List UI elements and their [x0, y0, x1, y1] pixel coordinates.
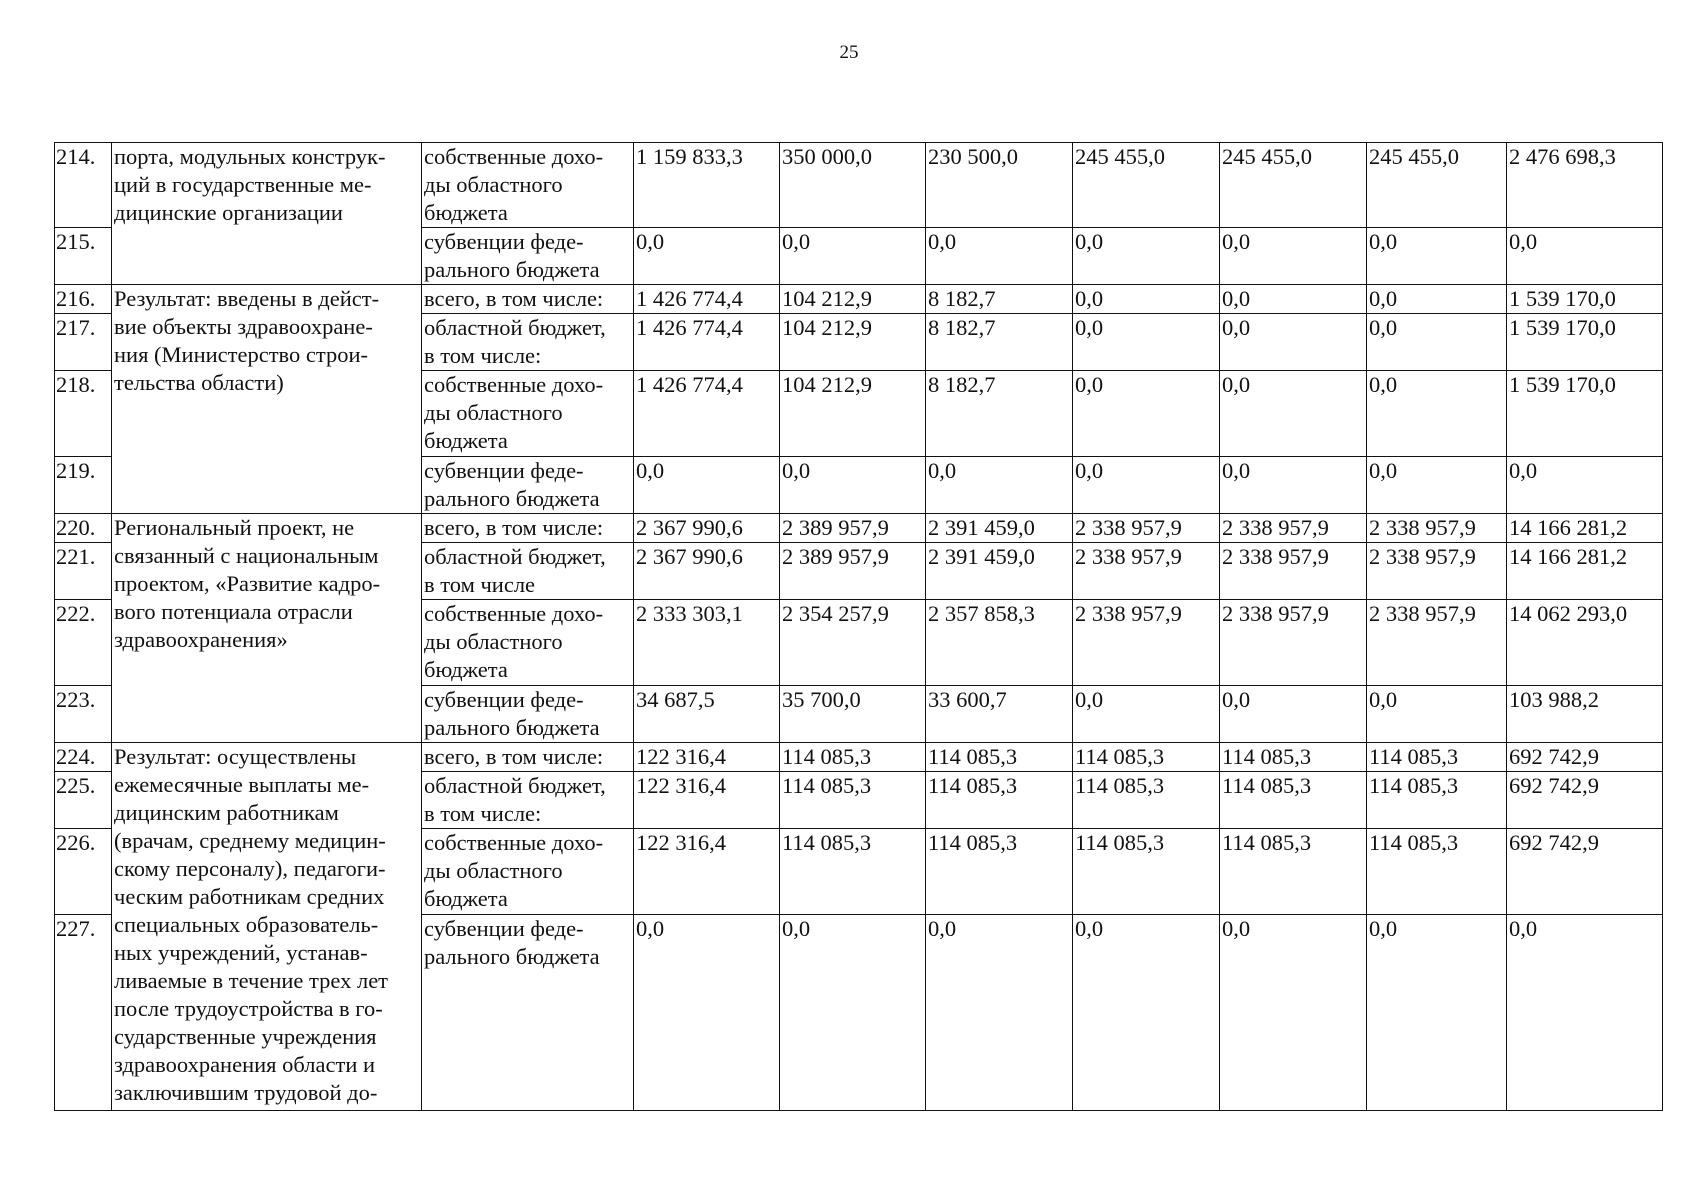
row-number: 215. [55, 228, 112, 285]
value-cell: 0,0 [926, 915, 1073, 1111]
value-cell: 34 687,5 [634, 686, 780, 743]
value-cell: 0,0 [780, 915, 926, 1111]
funding-source: всего, в том числе: [422, 743, 634, 772]
funding-source: областной бюджет, в том числе: [422, 772, 634, 829]
funding-source: областной бюджет, в том числе [422, 543, 634, 600]
row-number: 221. [55, 543, 112, 600]
value-cell: 2 357 858,3 [926, 600, 1073, 686]
value-cell-total: 14 166 281,2 [1507, 543, 1663, 600]
value-cell: 0,0 [634, 915, 780, 1111]
value-cell-total: 1 539 170,0 [1507, 285, 1663, 314]
row-number: 222. [55, 600, 112, 686]
value-cell: 104 212,9 [780, 285, 926, 314]
value-cell: 114 085,3 [1220, 829, 1367, 915]
funding-source: субвенции феде- рального бюджета [422, 915, 634, 1111]
value-cell: 114 085,3 [1367, 772, 1507, 829]
funding-source: субвенции феде- рального бюджета [422, 457, 634, 514]
value-cell: 0,0 [1073, 314, 1220, 371]
value-cell: 114 085,3 [1220, 743, 1367, 772]
value-cell: 2 338 957,9 [1367, 543, 1507, 600]
value-cell-total: 0,0 [1507, 915, 1663, 1111]
value-cell: 0,0 [780, 457, 926, 514]
value-cell: 350 000,0 [780, 143, 926, 228]
value-cell: 104 212,9 [780, 314, 926, 371]
value-cell: 0,0 [634, 228, 780, 285]
value-cell: 1 426 774,4 [634, 314, 780, 371]
funding-source: областной бюджет, в том числе: [422, 314, 634, 371]
value-cell: 114 085,3 [926, 743, 1073, 772]
value-cell: 230 500,0 [926, 143, 1073, 228]
value-cell: 2 338 957,9 [1220, 543, 1367, 600]
page-number: 25 [839, 42, 859, 63]
value-cell: 114 085,3 [926, 772, 1073, 829]
row-number: 224. [55, 743, 112, 772]
value-cell: 114 085,3 [1073, 772, 1220, 829]
value-cell: 0,0 [1220, 457, 1367, 514]
value-cell: 245 455,0 [1367, 143, 1507, 228]
value-cell: 0,0 [1073, 371, 1220, 457]
table-row [55, 514, 1663, 543]
value-cell: 2 338 957,9 [1367, 514, 1507, 543]
value-cell: 245 455,0 [1073, 143, 1220, 228]
row-number: 223. [55, 686, 112, 743]
value-cell: 0,0 [1220, 915, 1367, 1111]
value-cell: 8 182,7 [926, 314, 1073, 371]
value-cell: 0,0 [1073, 228, 1220, 285]
value-cell: 1 159 833,3 [634, 143, 780, 228]
value-cell: 2 338 957,9 [1220, 600, 1367, 686]
value-cell: 0,0 [1367, 686, 1507, 743]
value-cell: 114 085,3 [780, 743, 926, 772]
value-cell: 2 354 257,9 [780, 600, 926, 686]
value-cell: 1 426 774,4 [634, 371, 780, 457]
value-cell: 104 212,9 [780, 371, 926, 457]
value-cell: 2 338 957,9 [1367, 600, 1507, 686]
row-description: порта, модульных конструк- ций в государственные ме- дицинские организации [112, 143, 422, 285]
value-cell: 2 389 957,9 [780, 514, 926, 543]
value-cell-total: 14 166 281,2 [1507, 514, 1663, 543]
value-cell: 0,0 [1367, 371, 1507, 457]
value-cell: 0,0 [1073, 457, 1220, 514]
value-cell-total: 1 539 170,0 [1507, 314, 1663, 371]
row-number: 225. [55, 772, 112, 829]
value-cell: 114 085,3 [780, 829, 926, 915]
funding-source: собственные дохо- ды областного бюджета [422, 371, 634, 457]
value-cell-total: 692 742,9 [1507, 743, 1663, 772]
value-cell: 122 316,4 [634, 743, 780, 772]
funding-source: субвенции феде- рального бюджета [422, 228, 634, 285]
funding-source: собственные дохо- ды областного бюджета [422, 829, 634, 915]
value-cell: 0,0 [1367, 457, 1507, 514]
value-cell-total: 0,0 [1507, 228, 1663, 285]
value-cell: 114 085,3 [1367, 829, 1507, 915]
value-cell: 2 391 459,0 [926, 543, 1073, 600]
value-cell-total: 103 988,2 [1507, 686, 1663, 743]
value-cell: 114 085,3 [1367, 743, 1507, 772]
value-cell: 2 367 990,6 [634, 543, 780, 600]
value-cell: 0,0 [1220, 371, 1367, 457]
value-cell-total: 14 062 293,0 [1507, 600, 1663, 686]
funding-source: всего, в том числе: [422, 514, 634, 543]
value-cell: 2 333 303,1 [634, 600, 780, 686]
value-cell: 114 085,3 [1073, 829, 1220, 915]
row-description: Результат: введены в дейст- вие объекты здравоохране- ния (Министерство строи- тельства области) [112, 285, 422, 514]
value-cell: 2 338 957,9 [1073, 543, 1220, 600]
value-cell: 0,0 [1367, 915, 1507, 1111]
budget-table [54, 142, 1663, 1111]
value-cell-total: 692 742,9 [1507, 829, 1663, 915]
funding-source: субвенции феде- рального бюджета [422, 686, 634, 743]
row-description: Региональный проект, не связанный с национальным проектом, «Развитие кадро- вого потенциала отрасли здравоохранения» [112, 514, 422, 743]
value-cell: 0,0 [1073, 915, 1220, 1111]
row-number: 226. [55, 829, 112, 915]
value-cell: 8 182,7 [926, 371, 1073, 457]
value-cell: 0,0 [926, 457, 1073, 514]
value-cell-total: 2 476 698,3 [1507, 143, 1663, 228]
value-cell-total: 1 539 170,0 [1507, 371, 1663, 457]
value-cell: 2 367 990,6 [634, 514, 780, 543]
value-cell: 0,0 [1367, 314, 1507, 371]
value-cell: 122 316,4 [634, 829, 780, 915]
funding-source: всего, в том числе: [422, 285, 634, 314]
value-cell-total: 692 742,9 [1507, 772, 1663, 829]
value-cell: 2 338 957,9 [1220, 514, 1367, 543]
row-number: 227. [55, 915, 112, 1111]
value-cell: 114 085,3 [780, 772, 926, 829]
value-cell: 1 426 774,4 [634, 285, 780, 314]
row-number: 220. [55, 514, 112, 543]
value-cell: 35 700,0 [780, 686, 926, 743]
table-row [55, 285, 1663, 314]
value-cell: 122 316,4 [634, 772, 780, 829]
value-cell: 0,0 [1220, 314, 1367, 371]
value-cell: 245 455,0 [1220, 143, 1367, 228]
row-number: 218. [55, 371, 112, 457]
value-cell: 114 085,3 [1220, 772, 1367, 829]
value-cell: 0,0 [1367, 228, 1507, 285]
value-cell: 114 085,3 [1073, 743, 1220, 772]
value-cell-total: 0,0 [1507, 457, 1663, 514]
value-cell: 2 389 957,9 [780, 543, 926, 600]
value-cell: 0,0 [1073, 285, 1220, 314]
value-cell: 0,0 [634, 457, 780, 514]
value-cell: 8 182,7 [926, 285, 1073, 314]
value-cell: 2 391 459,0 [926, 514, 1073, 543]
row-description: Результат: осуществлены ежемесячные выплаты ме- дицинским работникам (врачам, среднему медицин- скому персоналу), педагоги- ческим работникам средних специальных образователь- ных учреждений, устанав- ливаемые в течение трех лет после трудоустройства в го- сударственные учреждения здравоохранения области и заключившим трудовой до- [112, 743, 422, 1111]
row-number: 214. [55, 143, 112, 228]
value-cell: 0,0 [1220, 686, 1367, 743]
row-number: 219. [55, 457, 112, 514]
table-row [55, 143, 1663, 228]
value-cell: 2 338 957,9 [1073, 514, 1220, 543]
value-cell: 0,0 [1220, 228, 1367, 285]
value-cell: 33 600,7 [926, 686, 1073, 743]
row-number: 216. [55, 285, 112, 314]
value-cell: 2 338 957,9 [1073, 600, 1220, 686]
row-number: 217. [55, 314, 112, 371]
value-cell: 0,0 [1220, 285, 1367, 314]
funding-source: собственные дохо- ды областного бюджета [422, 143, 634, 228]
value-cell: 0,0 [926, 228, 1073, 285]
value-cell: 0,0 [780, 228, 926, 285]
value-cell: 0,0 [1073, 686, 1220, 743]
value-cell: 0,0 [1367, 285, 1507, 314]
value-cell: 114 085,3 [926, 829, 1073, 915]
table-row [55, 743, 1663, 772]
funding-source: собственные дохо- ды областного бюджета [422, 600, 634, 686]
